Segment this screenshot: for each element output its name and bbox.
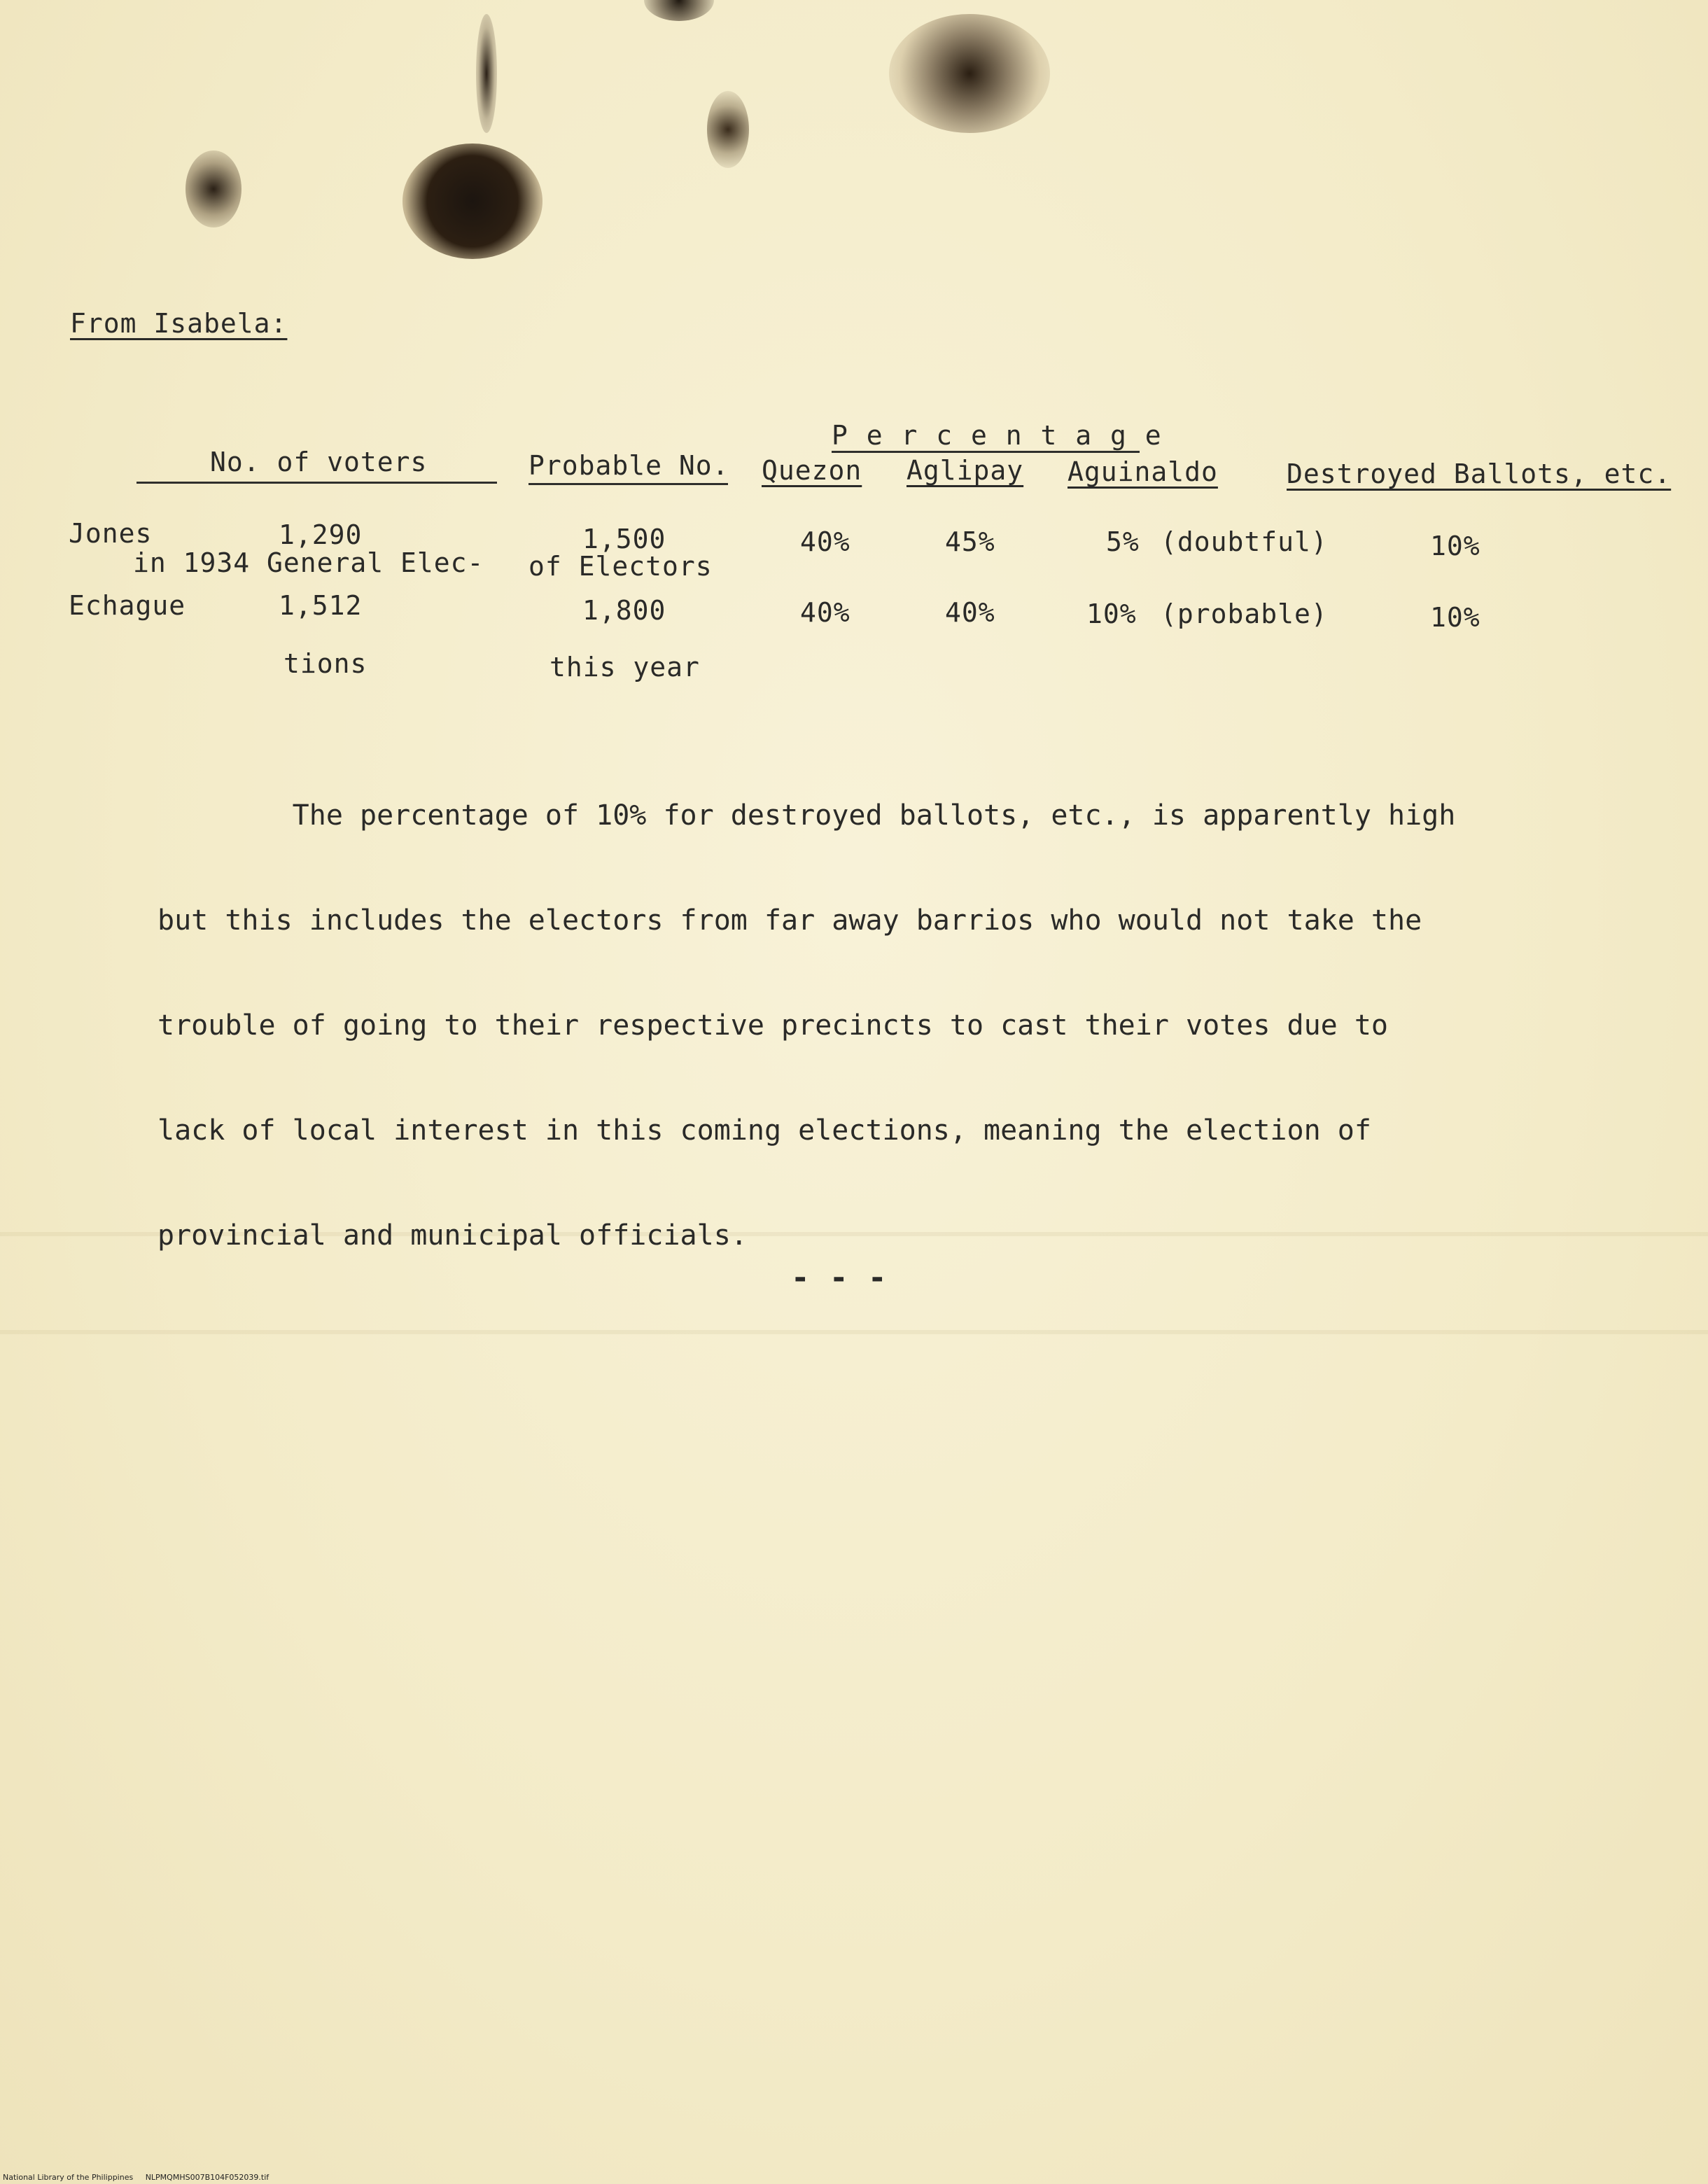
paragraph-line: The percentage of 10% for destroyed ballots, etc., is apparently high: [158, 799, 1456, 832]
archive-footer: National Library of the Philippines NLPMQMHS007B104F052039.tif: [3, 2173, 270, 2182]
paragraph-line: trouble of going to their respective precincts to cast their votes due to: [158, 1009, 1388, 1042]
col-aglipay-header: Aglipay: [906, 455, 1024, 486]
burn-mark: [186, 150, 241, 227]
header-rule: [136, 482, 497, 484]
col-voters-header-line: in 1934 General Elec-: [133, 547, 484, 578]
header-rule: [528, 483, 728, 485]
row-jones-town: Jones: [69, 518, 153, 549]
row-echague-voters: 1,512: [279, 590, 363, 621]
col-aguinaldo-header: Aguinaldo: [1068, 456, 1218, 487]
paragraph-line: lack of local interest in this coming elections, meaning the election of: [158, 1114, 1371, 1147]
row-jones-probable: 1,500: [582, 524, 666, 554]
row-echague-quezon: 40%: [800, 597, 850, 628]
row-jones-aglipay: 45%: [945, 526, 995, 557]
row-jones-aguinaldo: 5%: [1106, 526, 1140, 557]
row-jones-quezon: 40%: [800, 526, 850, 557]
paper-fold: [0, 1330, 1708, 1334]
row-echague-note: (probable): [1161, 598, 1328, 629]
row-echague-town: Echague: [69, 590, 186, 621]
row-jones-voters: 1,290: [279, 519, 363, 550]
col-destroyed-header: Destroyed Ballots, etc.: [1287, 458, 1672, 489]
col-voters-header-line: No. of voters: [210, 447, 428, 477]
row-echague-destroyed: 10%: [1430, 602, 1480, 633]
burn-mark: [707, 91, 749, 168]
row-echague-probable: 1,800: [582, 595, 666, 626]
burn-mark: [889, 14, 1050, 133]
percentage-group-header: P e r c e n t a g e: [832, 420, 1163, 451]
section-heading: From Isabela:: [70, 308, 288, 339]
row-echague-aguinaldo: 10%: [1086, 598, 1137, 629]
col-probable-header-line: this year: [550, 652, 700, 682]
paragraph-line: but this includes the electors from far away barrios who would not take the: [158, 904, 1422, 937]
col-quezon-header: Quezon: [762, 455, 862, 486]
end-mark: - - -: [791, 1260, 888, 1296]
group-header-rule: [832, 451, 1140, 453]
col-probable-header-line: Probable No.: [528, 450, 729, 481]
row-jones-destroyed: 10%: [1430, 531, 1480, 561]
row-jones-note: (doubtful): [1161, 526, 1328, 557]
burn-mark: [476, 14, 497, 133]
explanatory-paragraph: [158, 728, 1502, 1288]
col-probable-header-line: of Electors: [528, 551, 713, 582]
row-echague-aglipay: 40%: [945, 597, 995, 628]
burn-mark: [402, 144, 542, 259]
col-voters-header-line: tions: [284, 648, 368, 679]
paragraph-line: provincial and municipal officials.: [158, 1219, 748, 1252]
